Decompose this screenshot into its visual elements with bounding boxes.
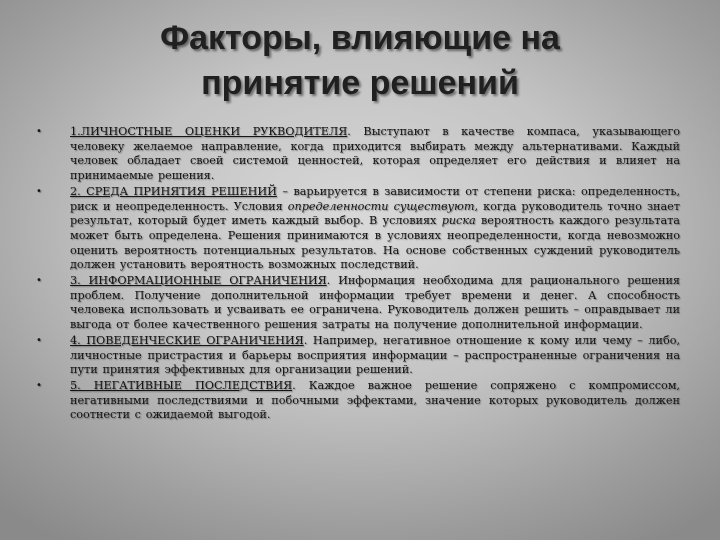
slide-title (60, 16, 660, 106)
item-heading: 3. ИНФОРМАЦИОННЫЕ ОГРАНИЧЕНИЯ (70, 274, 327, 288)
item-heading: 1.ЛИЧНОСТНЫЕ ОЦЕНКИ РУКВОДИТЕЛЯ (70, 125, 348, 138)
list-item-negative-consequences (36, 379, 680, 423)
list-item-behavioral-limits (36, 334, 680, 378)
item-heading: 2. СРЕДА ПРИНЯТИЯ РЕШЕНИЙ (70, 184, 277, 198)
list-item-personal-values (36, 125, 680, 184)
bullet-icon: • (36, 334, 42, 346)
item-italic-term: риска (441, 214, 476, 228)
item-text: . Информация необходима для рационального решения проблем. Получение дополнительной информации требует времени и денег. А способность человека использовать и усваивать ее ограничена. Руководитель должен решить – оправдывает ли выгода от более качественного решения затраты на получение дополнительной информации. (70, 274, 680, 332)
item-heading: 5. НЕГАТИВНЫЕ ПОСЛЕДСТВИЯ (70, 378, 293, 392)
factor-list (36, 125, 680, 424)
bullet-icon: • (36, 379, 42, 391)
bullet-icon: • (36, 275, 42, 287)
title-line-2: принятие решений (201, 64, 519, 102)
item-text: . Каждое важное решение сопряжено с компромиссом, негативными последствиями и побочными эффектами, значение которых руководитель должен соотнести с ожидаемой выгодой. (70, 378, 680, 422)
list-item-decision-environment (36, 185, 680, 273)
item-text: . Выступают в качестве компаса, указывающего человеку желаемое направление, когда приходится выбирать между альтернативами. Каждый человек обладает своей системой ценностей, которая определяет его действия и влияет на принимаемые решения. (70, 125, 680, 183)
list-item-information-limits (36, 274, 680, 333)
item-text: , когда руководитель точно знает результат, который будет иметь каждый выбор. В условиях (70, 199, 680, 228)
item-text: вероятность каждого результата может быть определена. Решения принимаются в условиях неопределенности, когда невозможно оценить вероятность потенциальных результатов. На основе собственных суждений руководитель должен установить вероятность возможных последствий. (70, 214, 680, 272)
item-text: – варьируется в зависимости от степени риска: определенность, риск и неопределенность. Условия (70, 184, 680, 213)
item-heading: 4. ПОВЕДЕНЧЕСКИЕ ОГРАНИЧЕНИЯ (70, 333, 304, 347)
bullet-icon: • (36, 185, 42, 197)
bullet-icon: • (36, 126, 42, 137)
item-italic-term: определенности существуют (287, 199, 475, 213)
title-line-1: Факторы, влияющие на (160, 19, 560, 57)
item-text: . Например, негативное отношение к кому или чему – либо, личностные пристрастия и барьеры восприятия информации – распространенные ограничения на пути принятия эффективных для организации решений. (70, 333, 681, 377)
